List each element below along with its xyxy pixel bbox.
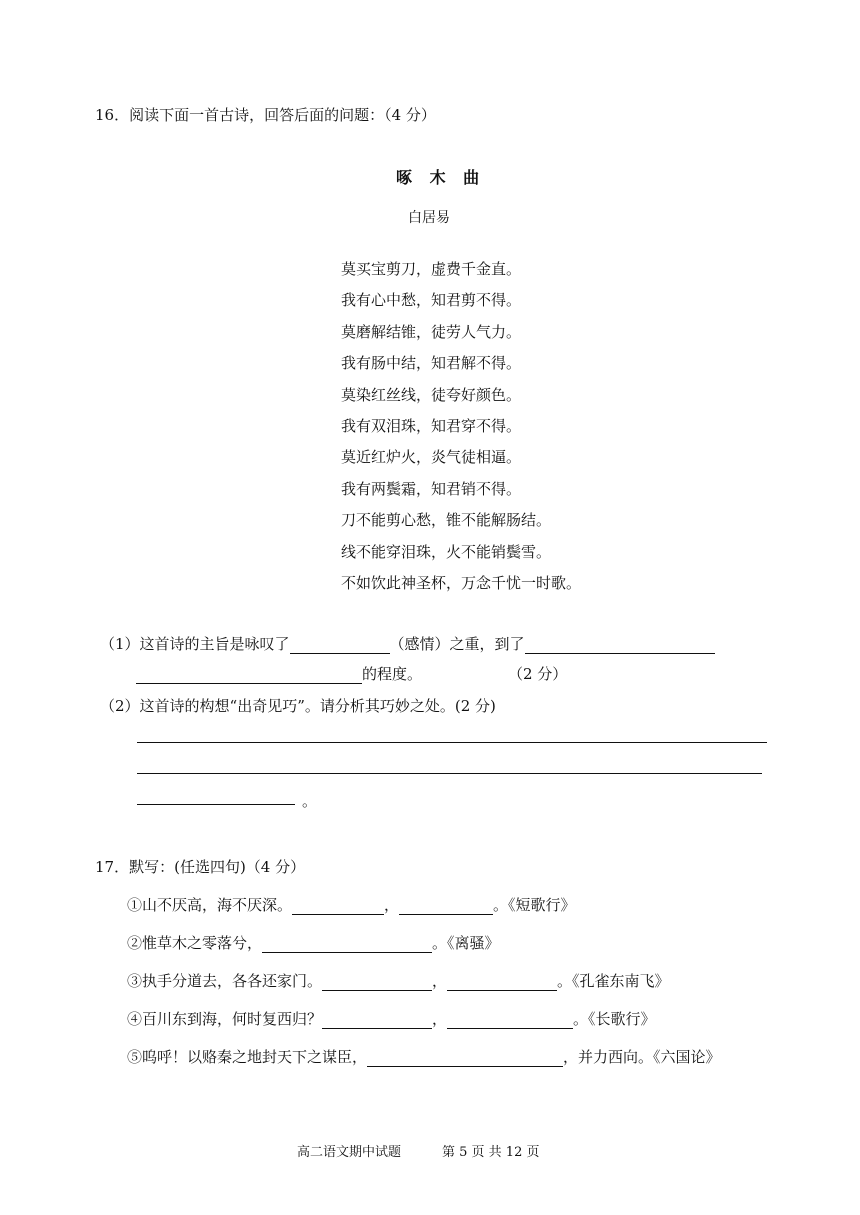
item-source: 。《短歌行》	[493, 896, 576, 914]
poem-title: 啄 木 曲	[396, 168, 486, 187]
poem-line: 我有两鬓霜，知君销不得。	[341, 479, 522, 498]
answer-blank[interactable]	[262, 936, 432, 953]
poem-line: 刀不能剪心愁，锥不能解肠结。	[341, 511, 552, 530]
answer-blank[interactable]	[136, 667, 362, 684]
answer-blank[interactable]	[399, 898, 493, 915]
item-text: ⑤呜呼！以赂秦之地封天下之谋臣，	[127, 1048, 368, 1066]
recitation-item-1	[127, 894, 576, 915]
item-source: ，并力西向。《六国论》	[563, 1048, 721, 1066]
sub-question-1-text-3: 的程度。	[362, 665, 423, 683]
poem-line: 我有肠中结，知君解不得。	[341, 354, 522, 373]
sub-question-1-text-2: （感情）之重，到了	[389, 635, 525, 653]
poem-line: 线不能穿泪珠，火不能销鬓雪。	[341, 542, 552, 561]
item-separator: ，	[432, 1010, 448, 1028]
item-text: ①山不厌高，海不厌深。	[127, 896, 293, 914]
item-text: ④百川东到海，何时复西归？	[127, 1010, 323, 1028]
answer-blank[interactable]	[292, 898, 384, 915]
poem-line: 我有心中愁，知君剪不得。	[341, 291, 522, 310]
sub-question-2-text: （2）这首诗的构想“出奇见巧”。请分析其巧妙之处。(2 分)	[100, 697, 496, 715]
answer-blank[interactable]	[367, 1050, 563, 1067]
item-separator: ，	[384, 896, 400, 914]
answer-blank[interactable]	[447, 1012, 573, 1029]
answer-line[interactable]	[137, 742, 767, 743]
poem-line: 莫磨解结锥，徒劳人气力。	[341, 322, 522, 341]
recitation-item-5	[127, 1046, 721, 1067]
sub-question-1-line-2	[136, 663, 422, 684]
answer-end-mark: 。	[302, 792, 318, 810]
item-source: 。《孔雀东南飞》	[557, 972, 670, 990]
question-16-heading: 16．阅读下面一首古诗，回答后面的问题：（4 分）	[95, 106, 436, 124]
item-source: 。《长歌行》	[573, 1010, 656, 1028]
sub-question-1-score: （2 分）	[508, 665, 568, 683]
recitation-item-3	[127, 970, 670, 991]
item-separator: ，	[432, 972, 448, 990]
poem-author: 白居易	[408, 210, 450, 226]
poem-line: 莫染红丝线，徒夸好颜色。	[341, 385, 522, 404]
answer-blank[interactable]	[525, 637, 715, 654]
sub-question-1-text: （1）这首诗的主旨是咏叹了	[100, 635, 290, 653]
poem-line: 不如饮此神圣杯，万念千忧一时歌。	[341, 573, 582, 592]
answer-line[interactable]	[137, 773, 762, 774]
answer-line[interactable]	[137, 804, 295, 805]
answer-blank[interactable]	[290, 637, 390, 654]
poem-body	[341, 254, 581, 599]
footer-page-number: 第 5 页 共 12 页	[442, 1145, 540, 1160]
sub-question-1-line-1	[100, 633, 715, 654]
recitation-item-2	[127, 932, 500, 953]
item-source: 。《离骚》	[432, 934, 500, 952]
recitation-item-4	[127, 1008, 656, 1029]
item-text: ③执手分道去，各各还家门。	[127, 972, 323, 990]
poem-line: 我有双泪珠，知君穿不得。	[341, 416, 522, 435]
poem-line: 莫近红炉火，炎气徒相逼。	[341, 448, 522, 467]
poem-line: 莫买宝剪刀，虚费千金直。	[341, 260, 522, 278]
question-17-heading: 17．默写：(任选四句)（4 分）	[95, 858, 306, 876]
answer-blank[interactable]	[447, 974, 557, 991]
footer-exam-title: 高二语文期中试题	[297, 1145, 402, 1160]
answer-blank[interactable]	[322, 1012, 432, 1029]
answer-blank[interactable]	[322, 974, 432, 991]
item-text: ②惟草木之零落兮，	[127, 934, 263, 952]
